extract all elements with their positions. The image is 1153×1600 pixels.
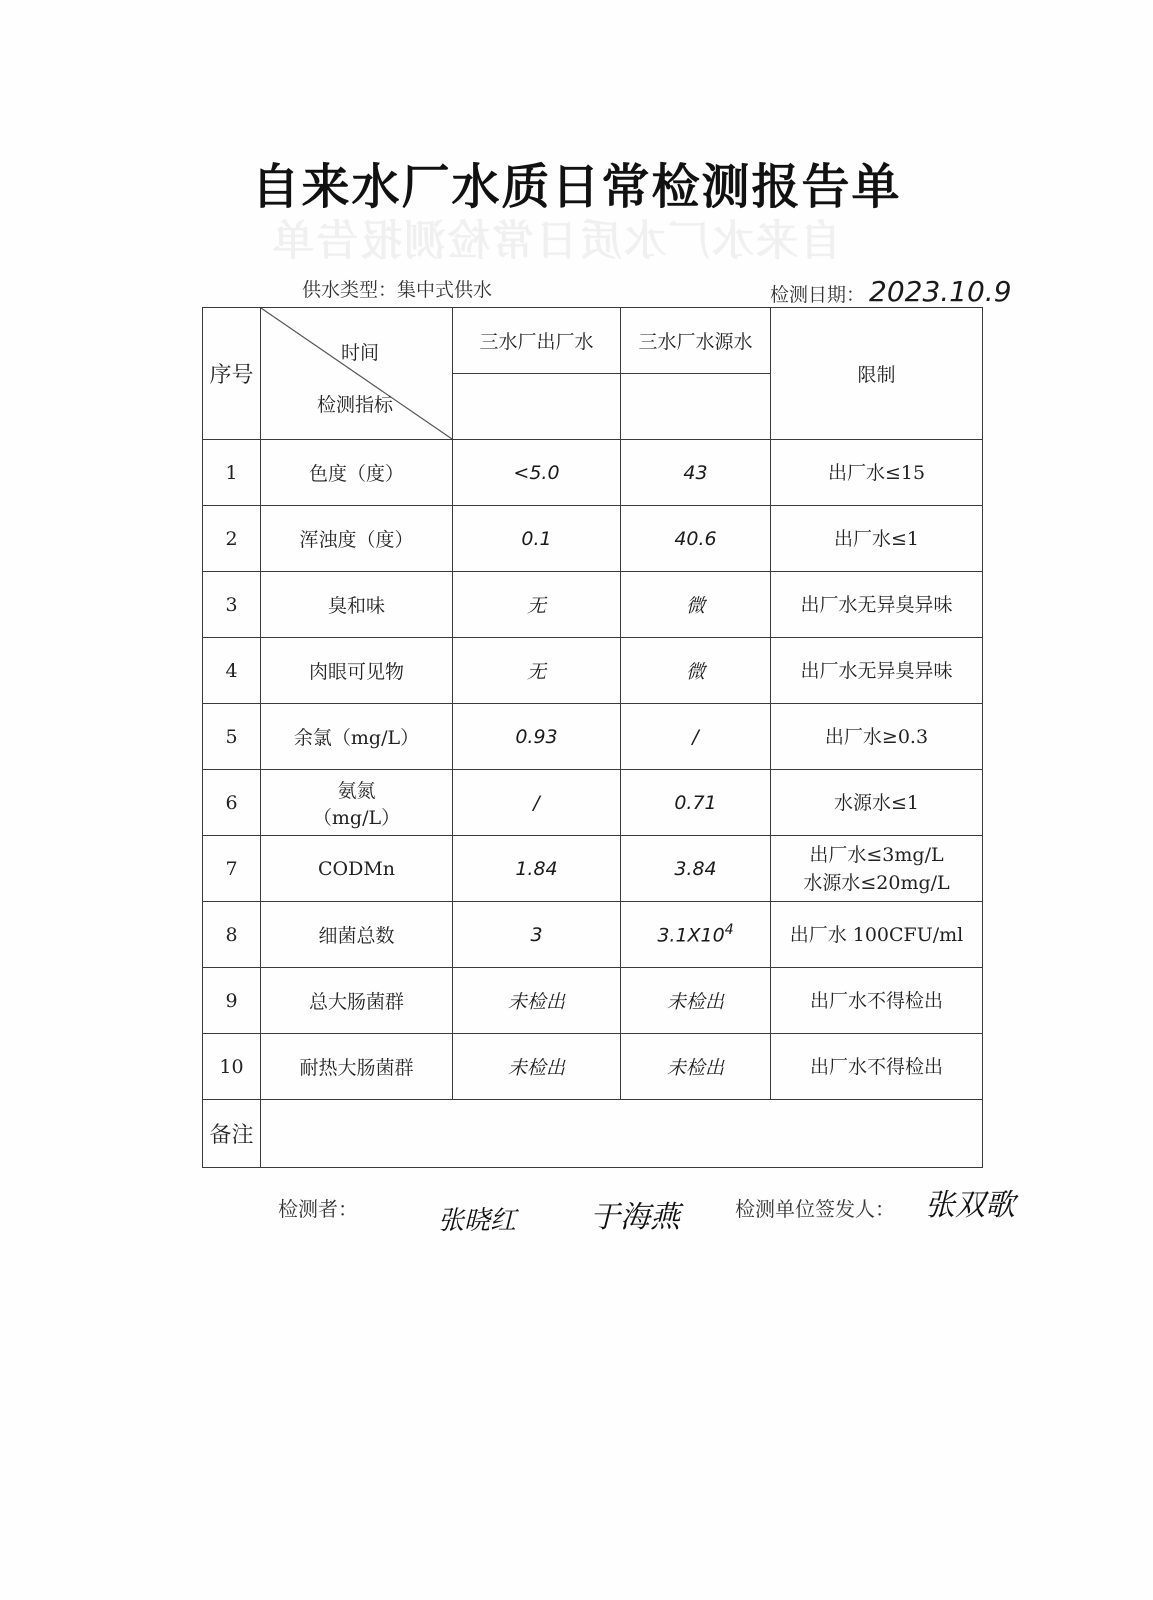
table-row [203,770,983,836]
row-indicator: 臭和味 [261,572,453,638]
remark-row [203,1100,983,1168]
row-source-value-text: 3.84 [674,857,717,880]
row-indicator: 耐热大肠菌群 [261,1034,453,1100]
row-source-value-text: 40.6 [674,527,717,550]
row-limit-line: 出厂水≥0.3 [824,725,929,748]
header-index: 检测指标 [317,394,394,416]
row-number: 3 [203,572,261,638]
table-row [203,836,983,902]
table-row [203,572,983,638]
row-source-value [621,704,771,770]
row-outlet-value: 0.1 [453,506,621,572]
row-outlet-value: / [453,770,621,836]
row-limit-line: 出厂水无异臭异味 [800,659,953,682]
row-limit-line: 水源水≤20mg/L [803,871,950,894]
header-limit: 限制 [771,308,983,440]
row-outlet-value: 未检出 [453,1034,621,1100]
row-outlet-value: 未检出 [453,968,621,1034]
row-outlet-value: 无 [453,572,621,638]
row-source-value [621,440,771,506]
row-number: 2 [203,506,261,572]
row-source-value [621,770,771,836]
diagonal-line [261,308,452,439]
issuer-label: 检测单位签发人： [735,1197,895,1221]
row-limit [771,572,983,638]
row-limit [771,968,983,1034]
supply-type: 供水类型：集中式供水 [302,279,493,301]
row-source-value [621,836,771,902]
row-outlet-value: <5.0 [453,440,621,506]
row-source-value [621,902,771,968]
test-date-label: 检测日期： [770,284,866,306]
row-limit [771,836,983,902]
row-limit-line: 出厂水不得检出 [809,1055,943,1078]
row-source-value-text: 微 [685,595,705,617]
row-number: 4 [203,638,261,704]
tester-signature-1: 张晓红 [438,1206,517,1236]
row-source-value-text: 未检出 [666,1057,724,1079]
row-limit [771,638,983,704]
row-indicator: 余氯（mg/L） [261,704,453,770]
row-limit [771,902,983,968]
table-row [203,968,983,1034]
row-outlet-value: 1.84 [453,836,621,902]
row-source-value-text: 未检出 [666,991,724,1013]
test-date [770,275,1012,308]
row-indicator: 氨氮 （mg/L） [261,770,453,836]
page-title: 自来水厂水质日常检测报告单 [251,159,902,215]
row-limit-line: 出厂水不得检出 [809,989,943,1012]
row-source-value [621,968,771,1034]
header-outlet-blank [453,374,621,440]
row-limit [771,506,983,572]
row-limit-line: 出厂水无异臭异味 [800,593,953,616]
row-indicator: CODMn [261,836,453,902]
report-table [202,307,983,1168]
row-limit-line: 出厂水≤15 [827,461,926,484]
row-limit [771,1034,983,1100]
header-diagonal-cell [261,308,453,440]
issuer-signature: 张双歌 [925,1188,1015,1223]
row-number: 8 [203,902,261,968]
row-number: 10 [203,1034,261,1100]
table-row [203,440,983,506]
row-indicator: 细菌总数 [261,902,453,968]
row-source-value-text: 3.1X10 [657,924,725,947]
remark-label: 备注 [203,1100,261,1168]
row-source-value-text: 0.71 [674,791,717,814]
bleed-through-watermark: 自来水厂水质日常检测报告单 [270,216,843,265]
row-outlet-value: 3 [453,902,621,968]
row-outlet-value: 无 [453,638,621,704]
row-source-exponent: 4 [724,922,734,939]
row-limit [771,704,983,770]
row-source-value [621,506,771,572]
header-source-water: 三水厂水源水 [621,308,771,374]
test-date-value: 2023.10.9 [869,275,1012,308]
row-limit-line: 出厂水 100CFU/ml [789,923,964,946]
row-source-value-text: 43 [683,461,708,484]
header-seq: 序号 [203,308,261,440]
header-time: 时间 [341,342,380,364]
row-indicator: 总大肠菌群 [261,968,453,1034]
row-source-value [621,638,771,704]
row-source-value [621,572,771,638]
row-limit-line: 出厂水≤3mg/L [809,843,944,866]
row-limit-line: 水源水≤1 [833,791,919,814]
header-outlet-water: 三水厂出厂水 [453,308,621,374]
row-source-value-text: / [692,725,699,748]
row-indicator: 色度（度） [261,440,453,506]
row-indicator: 浑浊度（度） [261,506,453,572]
row-source-value [621,1034,771,1100]
row-limit [771,770,983,836]
row-limit-line: 出厂水≤1 [833,527,919,550]
row-number: 9 [203,968,261,1034]
row-outlet-value: 0.93 [453,704,621,770]
row-number: 7 [203,836,261,902]
table-row [203,704,983,770]
row-indicator: 肉眼可见物 [261,638,453,704]
table-row [203,902,983,968]
row-limit [771,440,983,506]
row-number: 5 [203,704,261,770]
row-number: 1 [203,440,261,506]
header-source-blank [621,374,771,440]
row-number: 6 [203,770,261,836]
remark-content [261,1100,983,1168]
tester-label: 检测者： [278,1197,358,1221]
table-row [203,1034,983,1100]
table-row [203,506,983,572]
table-row [203,638,983,704]
tester-signature-2: 于海燕 [590,1200,680,1235]
row-source-value-text: 微 [685,661,705,683]
